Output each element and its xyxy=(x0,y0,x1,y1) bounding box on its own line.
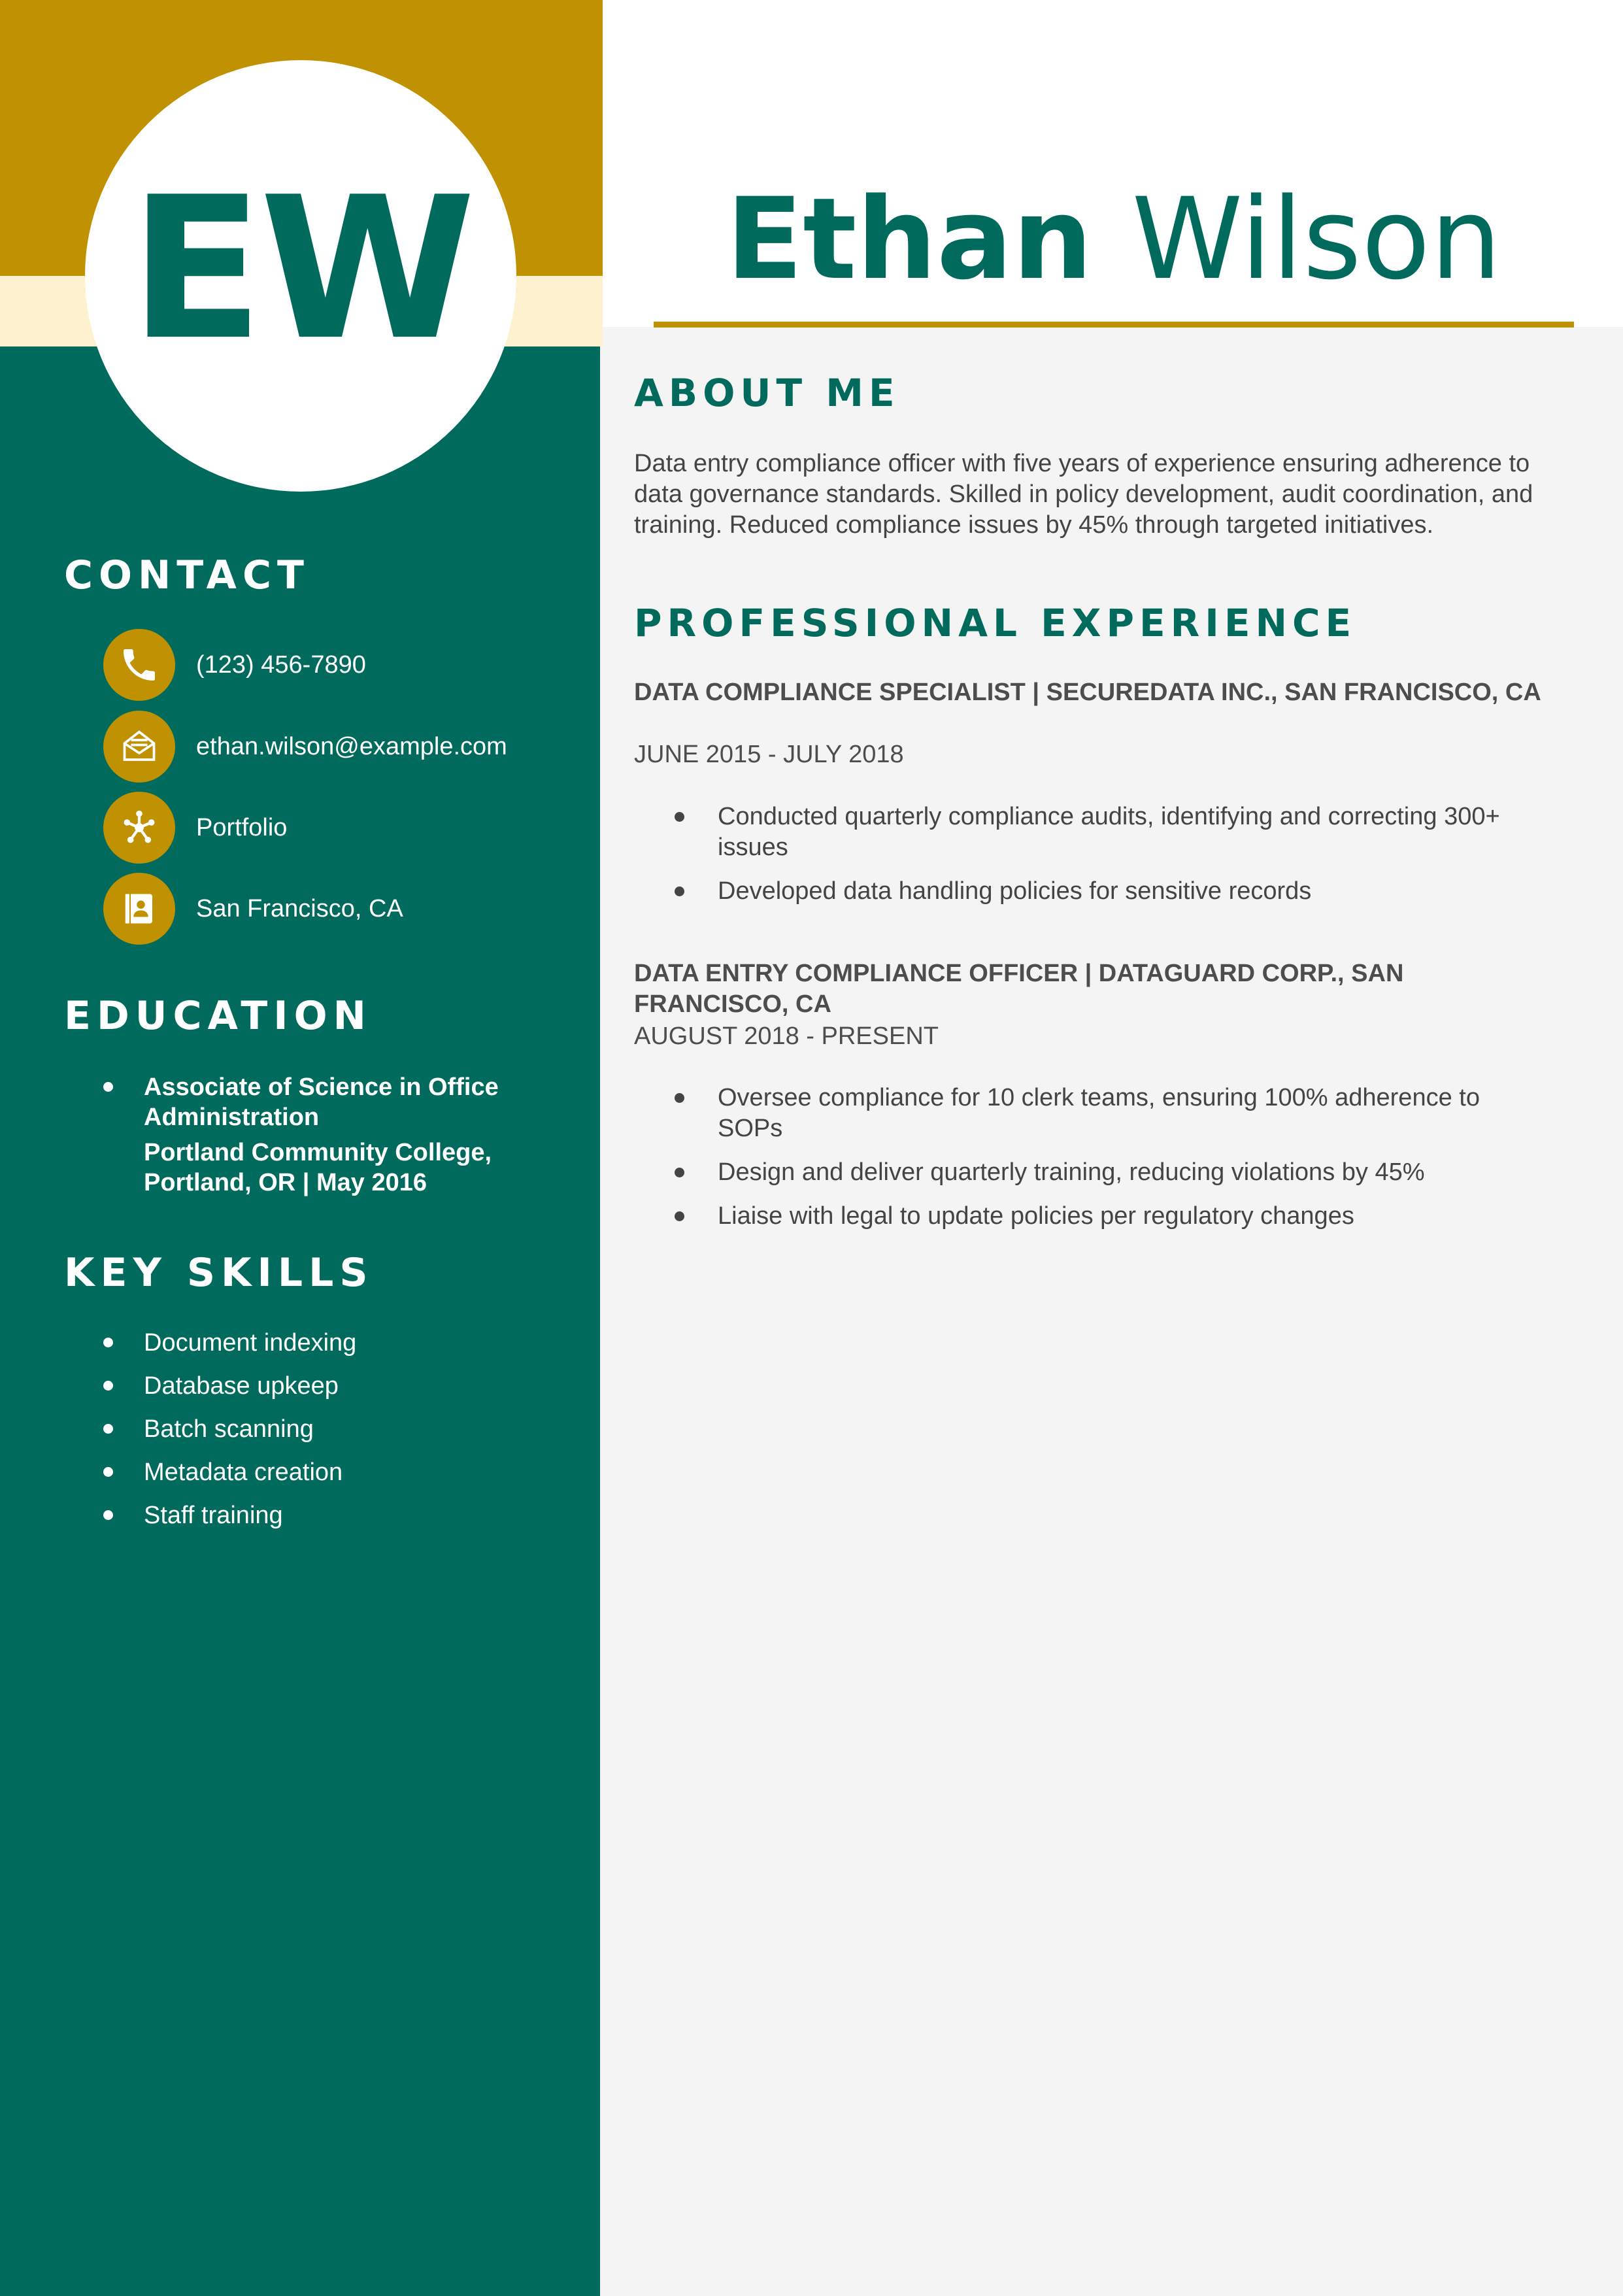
skills-list xyxy=(103,1328,561,1544)
education-heading: EDUCATION xyxy=(64,993,372,1039)
list-item xyxy=(675,1201,1550,1232)
skill: Document indexing xyxy=(144,1329,357,1357)
list-item xyxy=(103,1500,561,1530)
job-bullets xyxy=(675,802,1550,920)
monogram-circle xyxy=(85,60,516,492)
email-address[interactable]: ethan.wilson@example.com xyxy=(196,732,507,760)
list-item xyxy=(103,1414,561,1444)
skill: Metadata creation xyxy=(144,1459,343,1486)
job-bullet: Developed data handling policies for sensitive records xyxy=(718,877,1312,905)
candidate-name xyxy=(654,173,1574,305)
network-icon xyxy=(103,792,175,864)
skill: Database upkeep xyxy=(144,1372,339,1400)
skills-heading: KEY SKILLS xyxy=(64,1250,374,1296)
job-bullet: Liaise with legal to update policies per regulatory changes xyxy=(718,1202,1354,1230)
about-text: Data entry compliance officer with five years of experience ensuring adherence to data governance standards. Skilled in policy development, audit coordination, and training. Reduced compliance issues by 45% through targeted initiatives. xyxy=(634,450,1533,539)
contact-phone xyxy=(103,629,366,701)
bullet-icon xyxy=(103,1510,113,1520)
list-item xyxy=(675,1157,1550,1188)
bullet-icon xyxy=(675,812,684,822)
contact-location xyxy=(103,873,403,945)
phone-number: (123) 456-7890 xyxy=(196,650,366,679)
email-icon xyxy=(103,711,175,783)
address-book-icon xyxy=(103,873,175,945)
phone-icon xyxy=(103,629,175,701)
list-item xyxy=(103,1328,561,1358)
first-name: Ethan xyxy=(726,173,1093,305)
bullet-icon xyxy=(675,1211,684,1221)
job-bullets xyxy=(675,1083,1550,1245)
about-heading: ABOUT ME xyxy=(634,371,900,415)
skill: Staff training xyxy=(144,1502,283,1529)
list-item xyxy=(103,1072,535,1198)
list-item xyxy=(103,1371,561,1401)
bullet-icon xyxy=(103,1338,113,1347)
education-list xyxy=(103,1072,535,1198)
skill: Batch scanning xyxy=(144,1415,314,1443)
bullet-icon xyxy=(675,1093,684,1103)
job-title: DATA COMPLIANCE SPECIALIST | SECUREDATA INC., SAN FRANCISCO, CA xyxy=(634,679,1541,706)
bullet-icon xyxy=(103,1082,113,1092)
list-item xyxy=(675,802,1550,863)
job-dates: JUNE 2015 - JULY 2018 xyxy=(634,741,904,768)
monogram-initials: EW xyxy=(129,155,472,383)
degree: Associate of Science in Office Administration xyxy=(144,1073,499,1131)
name-underline xyxy=(654,322,1574,328)
contact-heading: CONTACT xyxy=(64,552,310,598)
job-title: DATA ENTRY COMPLIANCE OFFICER | DATAGUARD CORP., SAN FRANCISCO, CA xyxy=(634,960,1404,1018)
last-name: Wilson xyxy=(1131,173,1502,305)
contact-email xyxy=(103,711,507,783)
portfolio-link[interactable]: Portfolio xyxy=(196,813,288,841)
job-dates: AUGUST 2018 - PRESENT xyxy=(634,1022,939,1050)
school: Portland Community College, Portland, OR | May 2016 xyxy=(144,1139,492,1196)
contact-portfolio xyxy=(103,792,287,864)
job-bullet: Conducted quarterly compliance audits, identifying and correcting 300+ issues xyxy=(718,803,1500,861)
bullet-icon xyxy=(675,1168,684,1177)
job-bullet: Design and deliver quarterly training, reducing violations by 45% xyxy=(718,1158,1425,1186)
bullet-icon xyxy=(675,886,684,896)
bullet-icon xyxy=(103,1381,113,1391)
job-bullet: Oversee compliance for 10 clerk teams, ensuring 100% adherence to SOPs xyxy=(718,1084,1480,1142)
experience-heading: PROFESSIONAL EXPERIENCE xyxy=(634,601,1357,645)
bullet-icon xyxy=(103,1424,113,1434)
list-item xyxy=(103,1457,561,1487)
bullet-icon xyxy=(103,1467,113,1477)
list-item xyxy=(675,1083,1550,1144)
list-item xyxy=(675,876,1550,907)
location: San Francisco, CA xyxy=(196,894,403,922)
